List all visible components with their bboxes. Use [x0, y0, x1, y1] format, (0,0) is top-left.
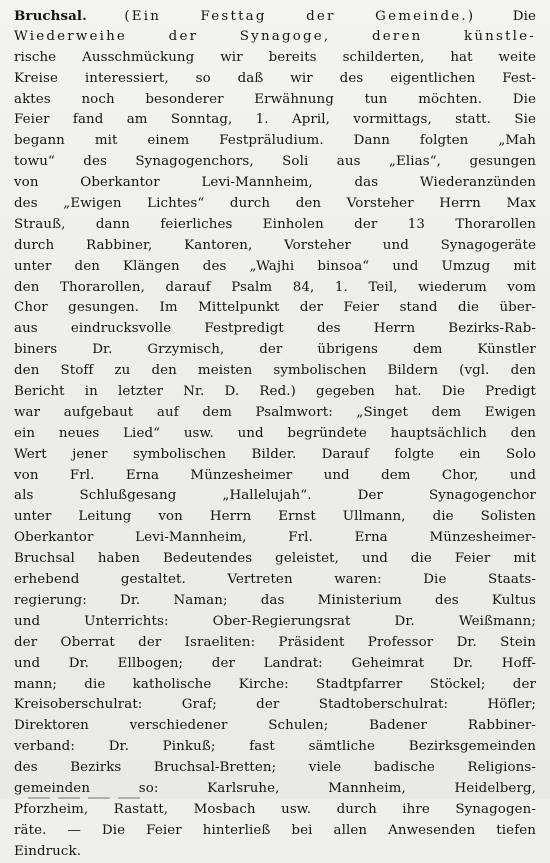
article-line: als Schlußgesang „Hallelujah“. Der Synagogenchor: [14, 488, 536, 504]
article-line: Strauß, dann feierliches Einholen der 13 Thorarollen: [14, 216, 536, 232]
article-place: Bruchsal.: [14, 8, 87, 24]
article-line: Wert jener symbolischen Bilder. Darauf folgte ein Solo: [14, 446, 536, 462]
news-article: [14, 6, 536, 863]
article-line: und Unterrichts: Ober-Regierungsrat Dr. Weißmann;: [14, 613, 536, 629]
article-line: unter den Klängen des „Wajhi binsoa“ und Umzug mit: [14, 258, 536, 274]
article-line: ein neues Lied“ usw. und begründete hauptsächlich den: [14, 425, 536, 441]
article-line: aktes noch besonderer Erwähnung tun möchten. Die: [14, 91, 536, 107]
article-line: des „Ewigen Lichtes“ durch den Vorsteher Herrn Max: [14, 196, 536, 212]
article-line: Bericht in letzter Nr. D. Red.) gegeben hat. Die Predigt: [14, 384, 536, 400]
article-line: war aufgebaut auf dem Psalmwort: „Singet dem Ewigen: [14, 404, 536, 420]
article-line: Oberkantor Levi-Mannheim, Frl. Erna Münzesheimer-: [14, 530, 536, 546]
article-line: towu“ des Synagogenchors, Soli aus „Elias“, gesungen: [14, 154, 536, 170]
article-line: biners Dr. Grzymisch, der übrigens dem Künstler: [14, 342, 536, 358]
article-line: Die: [512, 9, 536, 24]
article-line: Wiederweihe der Synagoge, deren künstle-: [14, 28, 536, 44]
article-line: erhebend gestaltet. Vertreten waren: Die Staats-: [14, 572, 536, 588]
article-line: unter Leitung von Herrn Ernst Ullmann, die Solisten: [14, 509, 536, 525]
article-line: den Thorarollen, darauf Psalm 84, 1. Teil, wiederum vom: [14, 279, 536, 295]
article-line: rische Ausschmückung wir bereits schilderten, hat weite: [14, 49, 536, 65]
article-line: Pforzheim, Rastatt, Mosbach usw. durch ihre Synagogen-: [14, 801, 536, 817]
article-line: mann; die katholische Kirche: Stadtpfarrer Stöckel; der: [14, 676, 536, 692]
article-line: Direktoren verschiedener Schulen; Badener Rabbiner-: [14, 718, 536, 734]
article-line: den Stoff zu den meisten symbolischen Bildern (vgl. den: [14, 363, 536, 379]
article-line: begann mit einem Festpräludium. Dann folgten „Mah: [14, 133, 536, 149]
article-line: Feier fand am Sonntag, 1. April, vormittags, statt. Sie: [14, 112, 536, 128]
article-line: und Dr. Ellbogen; der Landrat: Geheimrat Dr. Hoff-: [14, 655, 536, 671]
article-heading: (Ein Festtag der Gemeinde.): [124, 9, 476, 24]
article-line: Chor gesungen. Im Mittelpunkt der Feier stand die über-: [14, 300, 536, 316]
cut-off-next-line: [28, 790, 168, 799]
article-line: gemeinden so: Karlsruhe, Mannheim, Heidelberg,: [14, 780, 536, 796]
article-line: der Oberrat der Israeliten: Präsident Professor Dr. Stein: [14, 634, 536, 650]
article-line: Kreise interessiert, so daß wir des eigentlichen Fest-: [14, 70, 536, 86]
article-line: aus eindrucksvolle Festpredigt des Herrn Bezirks-Rab-: [14, 321, 536, 337]
article-line: Eindruck.: [14, 843, 82, 859]
article-line: regierung: Dr. Naman; das Ministerium des Kultus: [14, 592, 536, 608]
article-line: Kreisoberschulrat: Graf; der Stadtoberschulrat: Höfler;: [14, 697, 536, 713]
article-line: des Bezirks Bruchsal-Bretten; viele badische Religions-: [14, 760, 536, 776]
article-line: durch Rabbiner, Kantoren, Vorsteher und Synagogeräte: [14, 237, 536, 253]
article-line: von Frl. Erna Münzesheimer und dem Chor, und: [14, 467, 536, 483]
article-line: von Oberkantor Levi-Mannheim, das Wiederanzünden: [14, 175, 536, 191]
article-line: verband: Dr. Pinkuß; fast sämtliche Bezirksgemeinden: [14, 739, 536, 755]
article-first-line: [14, 6, 536, 27]
article-line: Bruchsal haben Bedeutendes geleistet, und die Feier mit: [14, 551, 536, 567]
article-line: räte. — Die Feier hinterließ bei allen Anwesenden tiefen: [14, 822, 536, 838]
